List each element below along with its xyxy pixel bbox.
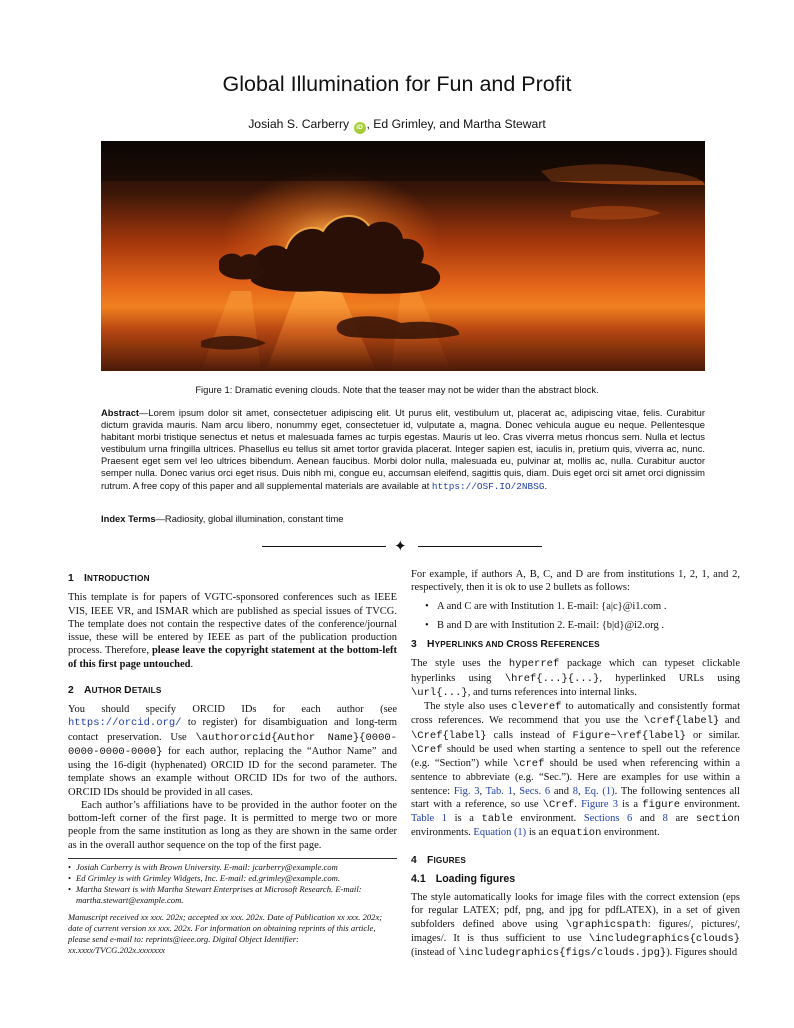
ref-link[interactable]: Fig. 3 (453, 785, 480, 797)
list-item: • B and D are with Institution 2. E-mail: {b|d}@i2.org . (425, 619, 740, 632)
code-authororcid: \authororcid{Author Name}{0000-0000-0000-0000} (68, 731, 397, 758)
section-heading-figures: 4 FIGURES (411, 854, 467, 866)
figure-caption: Figure 1: Dramatic evening clouds. Note that the teaser may not be wider than the abstract block. (195, 384, 599, 395)
ref-link[interactable]: Eq. (1) (584, 785, 615, 797)
cleveref-paragraph: The style also uses cleveref to automatically and consistently format cross references. We recommend that you use the \cref{label} and \Cref{label} calls instead of Figure~\ref{label} or similar. \Cref should be used when starting a sentence to spell out the reference (e.g. “Section”) while \cref should be used when referencing within a sentence to abbreviate (e.g. “Sec.”). Here are examples for use within a sentence: Fig. 3, Tab. 1, Secs. 6 and 8, Eq. (1). The following sentences all start with a reference, so use \Cref. Figure 3 is a figure environment. Table 1 is a table environment. Sections 6 and 8 are section environments. Equation (1) is an equation environment. (411, 701, 741, 840)
author-list (0, 117, 794, 134)
section-heading-author-details: 2 AUTHOR DETAILS (68, 684, 162, 696)
ref-link[interactable]: Table 1 (411, 813, 448, 824)
orcid-link[interactable]: https://orcid.org/ (68, 717, 182, 730)
footnote-item: • Martha Stewart is with Martha Stewart Enterprises at Microsoft Research. E-mail: martha.stewart@example.com. (68, 884, 397, 906)
subsection-heading-loading-figures: 4.1 Loading figures (411, 872, 516, 885)
author-name: Josiah S. Carberry (248, 117, 350, 131)
osf-link[interactable]: https://OSF.IO/2NBSG (431, 480, 545, 492)
ref-link[interactable]: Sections 6 (583, 813, 633, 824)
abstract-end: . (544, 479, 548, 491)
author-details-paragraph: You should specify ORCID IDs for each author (see https://orcid.org/ to register) for disambiguation and long-term contact preservation. Use \authororcid{Author Name}{0000-0000-0000-0000} for each author, replacing the “Author Name” and using the 16-digit (hyphenated) ORCID ID for the second parameter. The template shows an example without ORCID IDs for two of the authors. ORCID IDs should be provided in all cases. (68, 704, 397, 798)
footnote-item: • Ed Grimley is with Grimley Widgets, Inc. E-mail: ed.grimley@example.com. (68, 873, 397, 884)
ref-link[interactable]: 8 (662, 813, 668, 824)
section-heading-hyperlinks: 3 HYPERLINKS AND CROSS REFERENCES (411, 639, 600, 650)
ref-link[interactable]: Figure 3 (581, 798, 618, 810)
institution-bullets (425, 600, 740, 633)
orcid-icon[interactable]: iD (354, 122, 366, 134)
ref-link[interactable]: Equation (1) (473, 827, 527, 839)
index-terms-text: —Radiosity, global illumination, constant time (155, 513, 344, 524)
manuscript-note: Manuscript received xx xxx. 202x; accepted xx xxx. 202x. Date of Publication xx xxx. 202x; date of current version xx xxx. 202x. For information on obtaining reprints of this article, please send e-mail to: reprints@ieee.org. Digital Object Identifier: xx.xxxx/TVCG.202x.xxxxxxx (68, 912, 383, 956)
abstract-label: Abstract (101, 407, 140, 418)
footnote-item: • Josiah Carberry is with Brown University. E-mail: jcarberry@example.com (68, 862, 397, 873)
index-terms-label: Index Terms (101, 513, 156, 524)
teaser-figure (101, 141, 705, 371)
paper-title: Global Illumination for Fun and Profit (222, 72, 572, 96)
copyright-note: please leave the copyright statement at the bottom-left of this first page untouched (68, 645, 398, 670)
intro-paragraph: This template is for papers of VGTC-sponsored conferences such as IEEE VIS, IEEE VR, and ISMAR which are published as special issues of TVCG. The template does not contain the respective dates of the conference/journal issue, these will be entered by IEEE as part of the publication production process. Therefore, please leave the copyright statement at the bottom-left of this first page untouched. (68, 592, 398, 670)
four-point-star-icon: ✦ (394, 537, 407, 555)
divider-line-right (418, 546, 542, 547)
clouds-sunset-photo (101, 141, 705, 371)
ref-link[interactable]: 8 (572, 785, 579, 797)
right-column (411, 568, 740, 960)
section-heading-introduction: 1 INTRODUCTION (68, 573, 150, 584)
loading-figures-paragraph: The style automatically looks for image files with the correct extension (eps for regular LATEX; pdf, png, and jpg for pdfLATEX), in a set of given subfolders defined above using \graphicspath: figures/, pictures/, images/. It is thus sufficient to use \includegraphics{clouds} (instead of \includegraphics{figs/clouds.jpg}). Figures should (411, 892, 740, 959)
divider-line-left (262, 546, 386, 547)
left-column (68, 568, 397, 852)
author-footnotes (68, 858, 397, 957)
affiliations-paragraph: Each author’s affiliations have to be provided in the author footer on the bottom-left corner of the first page. It is permitted to merge two or more people from the same institution as long as they are shown in the same order as in the overall author sequence on the top of the first page. (68, 799, 397, 851)
abstract (101, 407, 705, 493)
bullets-intro: For example, if authors A, B, C, and D are from institutions 1, 2, 1, and 2, respectively, then it is ok to use 2 bullets as follows: (411, 569, 740, 594)
ref-link[interactable]: Secs. 6 (519, 785, 551, 797)
list-item: • A and C are with Institution 1. E-mail: {a|c}@i1.com . (425, 600, 740, 613)
hyperref-paragraph: The style uses the hyperref package which can typeset clickable hyperlinks using \href{...}{...}, hyperlinked URLs using \url{...}, and turns references into internal links. (411, 658, 740, 699)
abstract-text: —Lorem ipsum dolor sit amet, consectetuer adipiscing elit. Ut purus elit, vestibulum ut, placerat ac, adipiscing vitae, felis. Curabitur dictum gravida mauris. Nam arcu libero, nonummy eget, consectetuer id, vulputate a, magna. Donec vehicula augue eu neque. Pellentesque habitant morbi tristique senectus et netus et malesuada fames ac turpis egestas. Mauris ut leo. Cras viverra metus rhoncus sem. Nulla et lectus vestibulum urna fringilla ultrices. Phasellus eu tellus sit amet tortor gravida placerat. Integer sapien est, iaculis in, pretium quis, viverra ac, nunc. Praesent eget sem vel leo ultrices bibendum. Aenean faucibus. Morbi dolor nulla, malesuada eu, pulvinar at, mollis ac, nulla. Curabitur auctor semper nulla. Donec varius orci eget risus. Duis nibh mi, congue eu, accumsan eleifend, sagittis quis, diam. Duis eget orci sit amet orci dignissim rutrum. A free copy of this paper and all supplemental materials are available at (101, 407, 705, 491)
section-divider (262, 537, 542, 556)
footnote-rule (68, 858, 397, 859)
ref-link[interactable]: Tab. 1 (485, 785, 513, 797)
author-names-rest: , Ed Grimley, and Martha Stewart (366, 117, 546, 131)
index-terms (101, 513, 705, 524)
